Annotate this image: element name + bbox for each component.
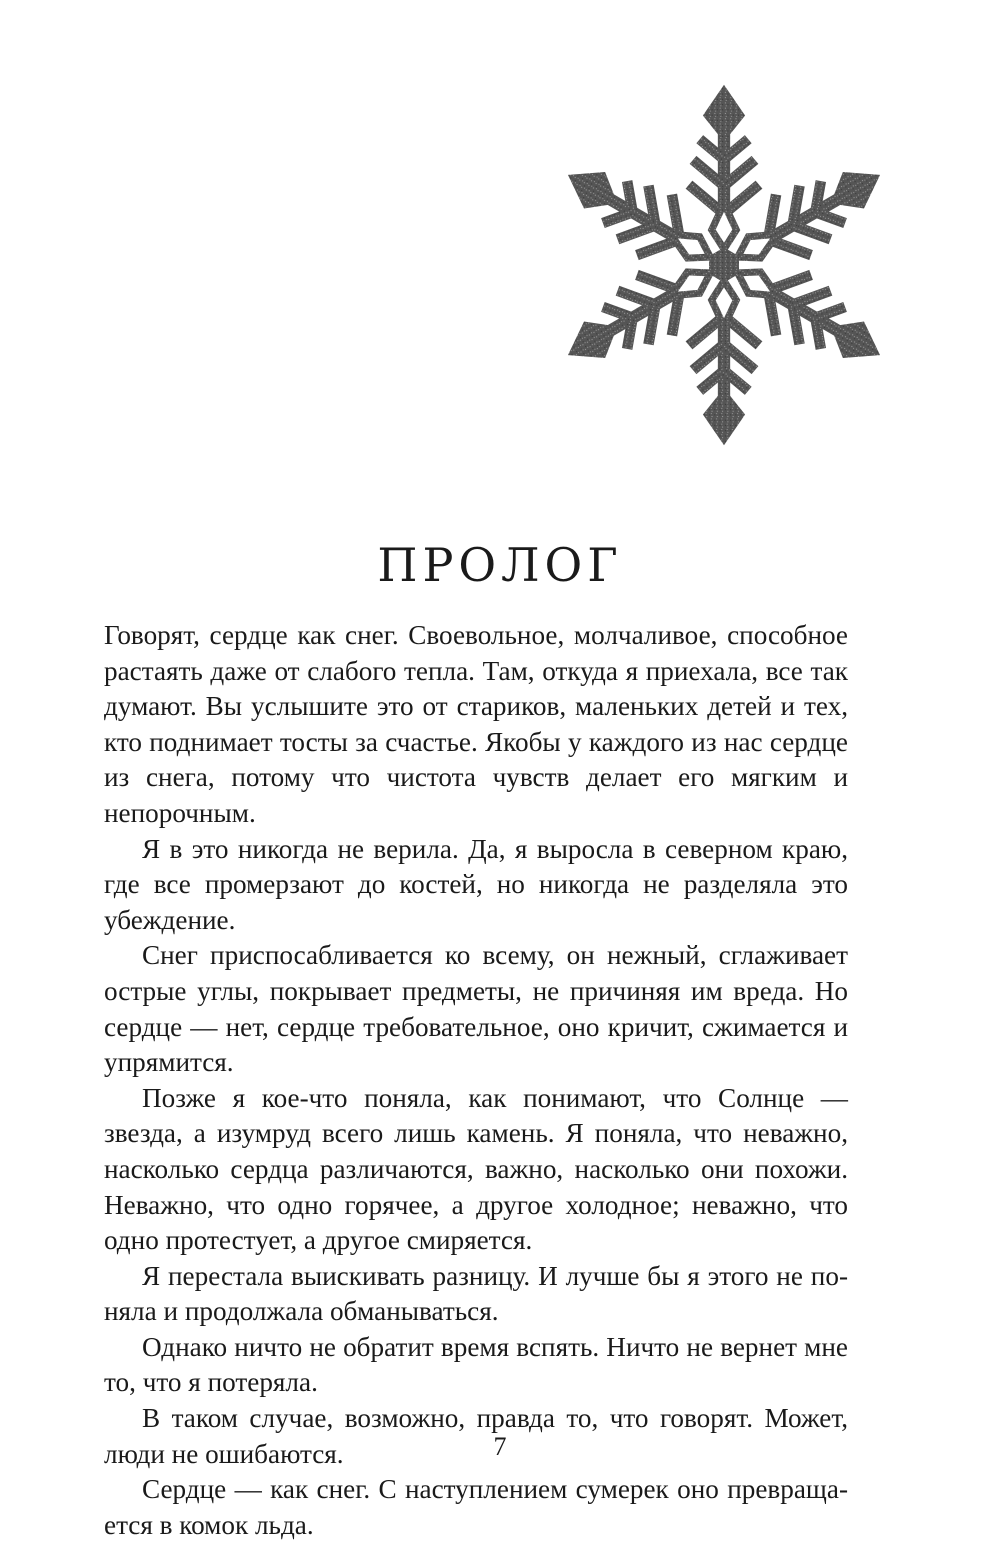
paragraph: Позже я кое-что поняла, как понимают, что Солнце — звезда, а изумруд всего лишь камень. Я поняла, что неважно, насколько сердца различаются, важно, насколько они похожи. Неважно, что одно горячее, а другое холодное; неважно, что одно протестует, а другое смиряется. [104,1082,848,1256]
snowflake-icon [548,76,900,454]
paragraph: Я перестала выискивать разницу. И лучше бы я этого не поняла и продолжала обманываться. [104,1260,848,1327]
paragraph: Я в это никогда не верила. Да, я выросла в северном краю, где все промерзают до костей, но никогда не разделяла это убеждение. [104,833,848,935]
prologue-text [104,618,848,1543]
paragraph: Говорят, сердце как снег. Своевольное, молчаливое, способное растаять даже от слабого тепла. Там, откуда я приехала, все так думают. Вы услышите это от стариков, маленьких детей и тех, кто поднимает тосты за счастье. Якобы у каждого из нас сердце из снега, потому что чистота чувств делает его мягким и непорочным. [104,620,848,828]
paragraph: Снег приспосабливается ко всему, он нежный, сглаживает острые углы, покрывает предметы, не причиняя им вреда. Но сердце — нет, сердце требовательное, оно кричит, сжимается и упрямится. [104,940,848,1078]
paragraph: В таком случае, возможно, правда то, что говорят. Может, люди не ошибаются. [104,1403,848,1469]
chapter-title: ПРОЛОГ [377,538,623,592]
paragraph: Однако ничто не обратит время вспять. Ничто не вернет мне то, что я потеряла. [104,1331,848,1398]
paragraph: Сердце — как снег. С наступлением сумерек оно превращается в комок льда. [104,1474,848,1540]
page-number: 7 [493,1432,507,1461]
